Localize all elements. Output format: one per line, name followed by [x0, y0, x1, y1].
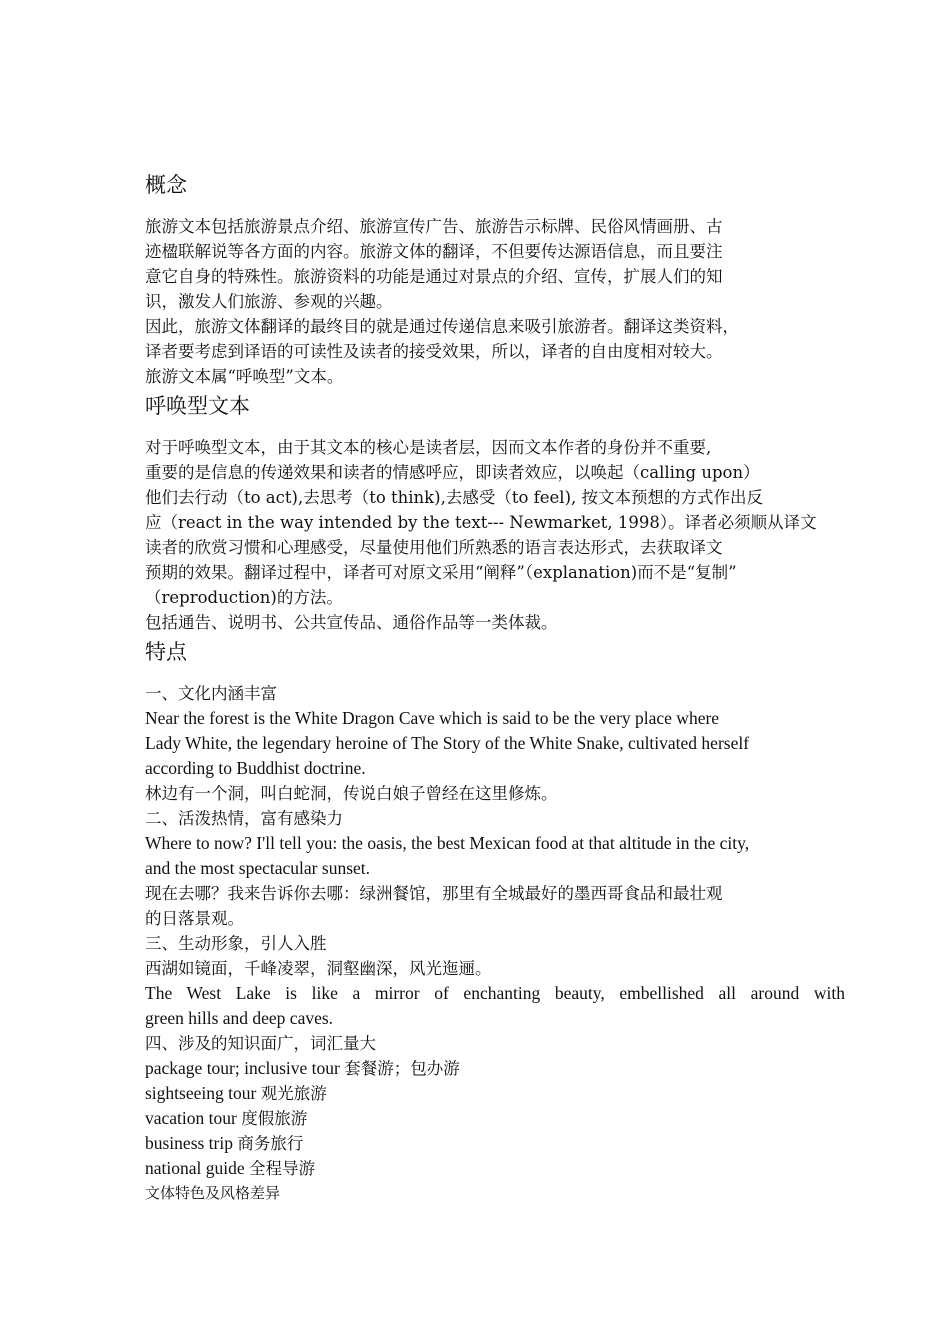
concept-line: 识，激发人们旅游、参观的兴趣。 [145, 292, 393, 311]
feature-title-2: 二、活泼热情，富有感染力 [145, 809, 343, 828]
concept-line: 迹楹联解说等各方面的内容。旅游文体的翻译，不但要传达源语信息，而且要注 [145, 242, 723, 261]
term-chinese: 套餐游；包办游 [344, 1059, 460, 1078]
concept-line: 旅游文本属“呼唤型”文本。 [145, 367, 344, 386]
document-body [145, 168, 845, 1206]
vocative-line: 读者的欣赏习惯和心理感受，尽量使用他们所熟悉的语言表达形式，去获取译文 [145, 538, 723, 557]
feature-1-english-line: according to Buddhist doctrine. [145, 758, 366, 778]
term-chinese: 度假旅游 [241, 1109, 308, 1128]
feature-2-chinese-line: 的日落景观。 [145, 909, 244, 928]
term-english: package tour; inclusive tour [145, 1058, 345, 1078]
vocative-line: 包括通告、说明书、公共宣传品、通俗作品等一类体裁。 [145, 613, 558, 632]
concept-line: 因此，旅游文体翻译的最终目的就是通过传递信息来吸引旅游者。翻译这类资料， [145, 317, 739, 336]
term-english: business trip [145, 1133, 238, 1153]
term-item [145, 1106, 845, 1131]
feature-title-3: 三、生动形象，引人入胜 [145, 934, 327, 953]
section-heading-features: 特点 [145, 640, 187, 664]
term-english: national guide [145, 1158, 250, 1178]
term-english: vacation tour [145, 1108, 242, 1128]
vocative-line: （reproduction)的方法。 [145, 588, 343, 607]
concept-line: 旅游文本包括旅游景点介绍、旅游宣传广告、旅游告示标牌、民俗风情画册、古 [145, 217, 723, 236]
feature-2-chinese-line: 现在去哪？我来告诉你去哪：绿洲餐馆，那里有全城最好的墨西哥食品和最壮观 [145, 884, 723, 903]
feature-title-1: 一、文化内涵丰富 [145, 684, 277, 703]
feature-1-english-line: Near the forest is the White Dragon Cave which is said to be the very place where [145, 708, 720, 728]
term-item [145, 1056, 845, 1081]
feature-2-english-line: Where to now? I'll tell you: the oasis, the best Mexican food at that altitude in the city, [145, 833, 750, 853]
term-item [145, 1131, 845, 1156]
feature-1-chinese: 林边有一个洞，叫白蛇洞，传说白娘子曾经在这里修炼。 [145, 784, 558, 803]
feature-2-english-line: and the most spectacular sunset. [145, 858, 371, 878]
vocative-line: 预期的效果。翻译过程中，译者可对原文采用“阐释”（explanation)而不是“复制” [145, 563, 737, 582]
feature-3-english-line: green hills and deep caves. [145, 1008, 334, 1028]
vocative-line: 应（react in the way intended by the text--- Newmarket, 1998）。译者必须顺从译文 [145, 513, 817, 532]
feature-1-english-line: Lady White, the legendary heroine of The Story of the White Snake, cultivated herself [145, 733, 750, 753]
section-heading-vocative: 呼唤型文本 [145, 394, 250, 418]
section-heading-concept: 概念 [145, 173, 187, 197]
term-chinese: 商务旅行 [237, 1134, 304, 1153]
vocative-line: 重要的是信息的传递效果和读者的情感呼应，即读者效应，以唤起（calling upon） [145, 463, 760, 482]
term-item [145, 1156, 845, 1181]
feature-3-english-line: The West Lake is like a mirror of enchanting beauty, embellished all around with [145, 983, 845, 1003]
vocative-line: 对于呼唤型文本，由于其文本的核心是读者层，因而文本作者的身份并不重要, [145, 438, 712, 457]
term-chinese: 观光旅游 [260, 1084, 327, 1103]
term-item [145, 1081, 845, 1106]
trailing-subheading: 文体特色及风格差异 [145, 1184, 281, 1202]
vocative-line: 他们去行动（to act),去思考（to think),去感受（to feel), 按文本预想的方式作出反 [145, 488, 764, 507]
term-chinese: 全程导游 [249, 1159, 316, 1178]
feature-3-chinese: 西湖如镜面，千峰凌翠，洞壑幽深，风光迤逦。 [145, 959, 492, 978]
concept-line: 译者要考虑到译语的可读性及读者的接受效果，所以，译者的自由度相对较大。 [145, 342, 723, 361]
term-english: sightseeing tour [145, 1083, 261, 1103]
concept-line: 意它自身的特殊性。旅游资料的功能是通过对景点的介绍、宣传，扩展人们的知 [145, 267, 723, 286]
feature-title-4: 四、涉及的知识面广，词汇量大 [145, 1034, 376, 1053]
